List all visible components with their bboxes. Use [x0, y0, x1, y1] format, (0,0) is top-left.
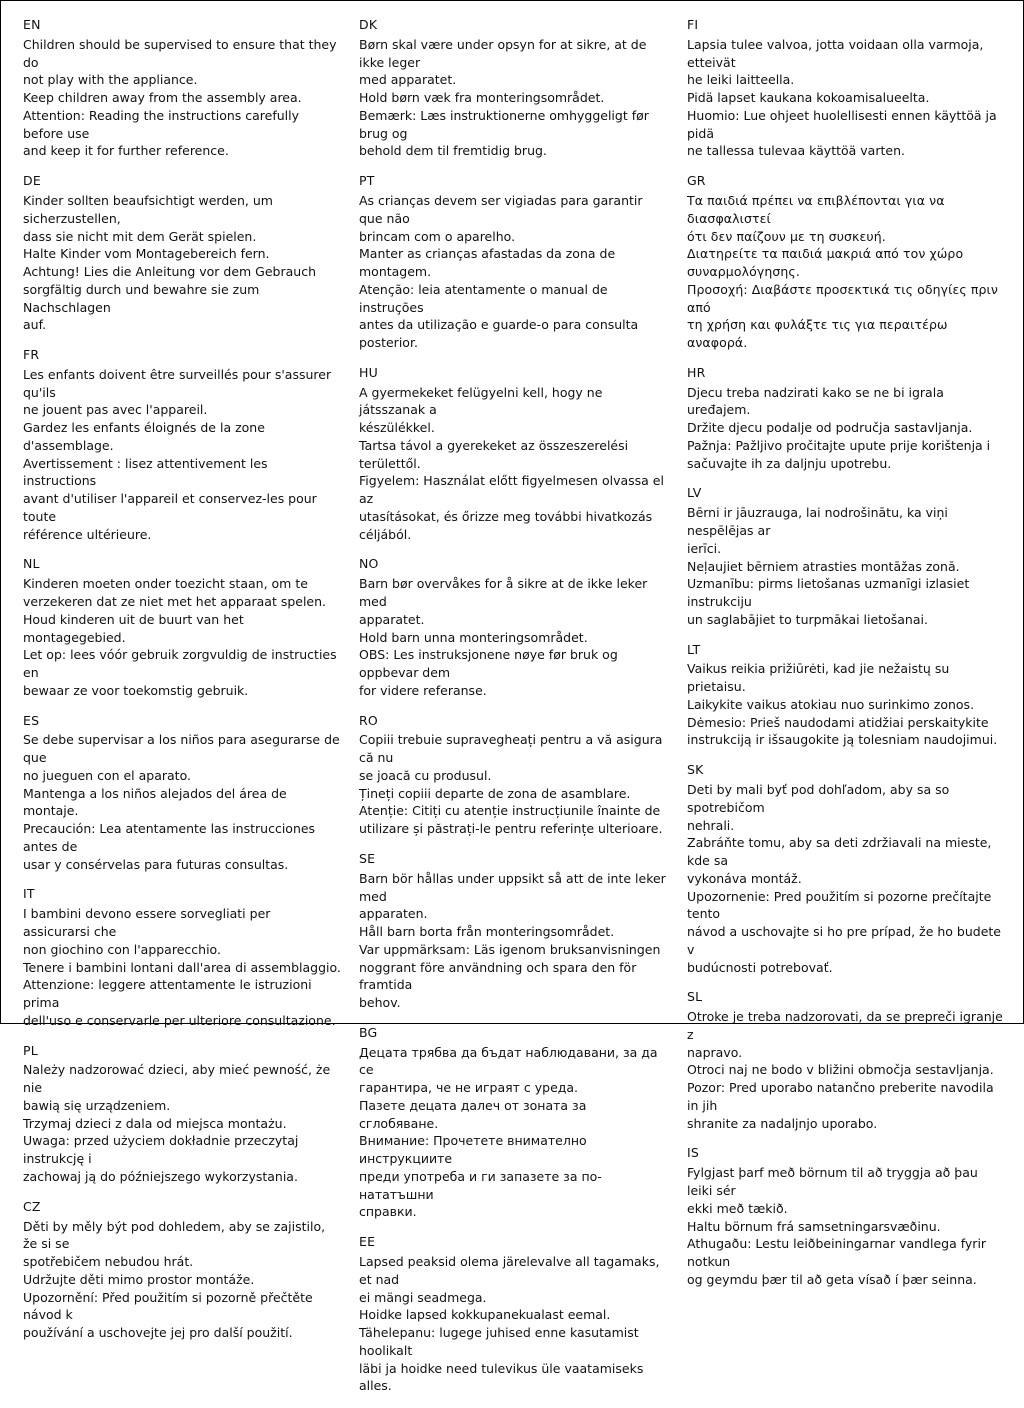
instruction-line: ekki með tækið.	[687, 1200, 788, 1216]
instruction-line: Προσοχή: Διαβάστε προσεκτικά τις οδηγίες πριν από	[687, 281, 998, 315]
instruction-line: Uwaga: przed użyciem dokładnie przeczytaj instrukcję i	[23, 1133, 299, 1167]
instruction-line: Децата трябва да бъдат наблюдавани, за да се	[359, 1044, 658, 1078]
instruction-line: Dėmesio: Prieš naudodami atidžiai perskaitykite	[687, 714, 989, 730]
language-column-3	[687, 17, 1009, 1302]
language-column-2	[359, 17, 687, 1408]
language-block-is	[687, 1145, 1005, 1288]
instruction-line: spotřebičem nebudou hrát.	[23, 1254, 194, 1269]
instruction-line: τη χρήση και φυλάξτε τις για περαιτέρω αναφορά.	[687, 317, 948, 350]
instruction-line: συναρμολόγησης.	[687, 264, 800, 279]
instruction-line: behold dem til fremtidig brug.	[359, 143, 547, 159]
language-code: IS	[687, 1145, 700, 1161]
language-column-1	[23, 17, 359, 1355]
language-block-fr	[23, 347, 341, 543]
instruction-line: ierīci.	[687, 540, 722, 556]
instruction-line: Attenzione: leggere attentamente le istruzioni prima	[23, 977, 312, 1010]
language-code: HR	[687, 364, 706, 380]
instruction-line: Se debe supervisar a los niños para asegurarse de que	[23, 732, 340, 766]
instruction-line: apparaten.	[359, 906, 428, 922]
instruction-line: Athugaðu: Lestu leiðbeiningarnar vandlega fyrir notkun	[687, 1236, 987, 1269]
instruction-line: Atenção: leia atentamente o manual de instruções	[359, 281, 608, 315]
instruction-line: ότι δεν παίζουν με τη συσκευή.	[687, 228, 886, 244]
language-code: GR	[687, 173, 706, 189]
language-block-gr	[687, 173, 1005, 352]
instruction-line: Bērni ir jāuzrauga, lai nodrošinātu, ka viņi nespēlējas ar	[687, 505, 948, 538]
instruction-line: návod a uschovajte si ho pre prípad, že ho budete v	[687, 924, 1001, 957]
instruction-line: Haltu börnum frá samsetningarsvæðinu.	[687, 1218, 941, 1234]
instruction-line: Trzymaj dzieci z dala od miejsca montażu.	[23, 1115, 287, 1131]
language-code: DE	[23, 173, 41, 189]
instruction-line: Avertissement : lisez attentivement les instructions	[23, 455, 268, 489]
language-code: EE	[359, 1234, 376, 1250]
instruction-line: for videre referanse.	[359, 682, 487, 698]
instruction-line: Gardez les enfants éloignés de la zone d'assemblage.	[23, 420, 265, 453]
instruction-line: Kinder sollten beaufsichtigt werden, um sicherzustellen,	[23, 193, 273, 226]
instruction-line: nehrali.	[687, 817, 735, 833]
language-code: FR	[23, 347, 40, 362]
instruction-line: og geymdu þær til að geta vísað í þær seinna.	[687, 1271, 977, 1287]
instruction-line: sorgfältig durch und bewahre sie zum Nachschlagen	[23, 281, 260, 315]
language-code: PL	[23, 1042, 38, 1058]
instruction-line: se joacă cu produsul.	[359, 767, 492, 783]
instruction-line: OBS: Les instruksjonene nøye før bruk og oppbevar dem	[359, 647, 618, 680]
instruction-line: läbi ja hoidke need tulevikus üle vaatamiseks alles.	[359, 1360, 644, 1394]
instruction-line: Kinderen moeten onder toezicht staan, om te	[23, 576, 308, 592]
language-code: SK	[687, 762, 704, 778]
instruction-line: référence ultérieure.	[23, 526, 152, 542]
instruction-line: Halte Kinder vom Montagebereich fern.	[23, 246, 270, 262]
instruction-line: verzekeren dat ze niet met het apparaat spelen.	[23, 594, 327, 609]
instruction-line: Διατηρείτε τα παιδιά μακριά από τον χώρο	[687, 246, 964, 262]
instruction-line: bawią się urządzeniem.	[23, 1097, 171, 1113]
instruction-line: Udržujte děti mimo prostor montáže.	[23, 1271, 255, 1287]
instruction-line: budúcnosti potrebovať.	[687, 959, 833, 975]
instruction-line: Tartsa távol a gyerekeket az összeszerelési területtől.	[359, 437, 629, 471]
instruction-line: Otroci naj ne bodo v bližini območja sestavljanja.	[687, 1062, 994, 1078]
language-block-de	[23, 173, 341, 334]
instruction-line: Neļaujiet bērniem atrasties montāžas zonā.	[687, 558, 960, 574]
instruction-line: ei mängi seadmega.	[359, 1289, 487, 1305]
instruction-line: napravo.	[687, 1044, 743, 1060]
language-code: BG	[359, 1024, 378, 1040]
language-block-bg	[359, 1025, 669, 1221]
instruction-line: utilizare și păstrați-le pentru referințe ulterioare.	[359, 821, 663, 837]
language-block-nl	[23, 556, 341, 699]
language-block-lt	[687, 642, 1005, 750]
language-code: ES	[23, 712, 40, 728]
instruction-line: справки.	[359, 1204, 417, 1220]
language-code: EN	[23, 17, 41, 32]
instruction-line: Laikykite vaikus atokiau nuo surinkimo zonos.	[687, 696, 975, 712]
instruction-line: Pidä lapset kaukana kokoamisalueelta.	[687, 90, 930, 106]
instruction-line: usar y consérvelas para futuras consultas.	[23, 856, 289, 872]
instruction-line: Børn skal være under opsyn for at sikre, at de ikke leger	[359, 36, 647, 70]
language-block-it	[23, 886, 341, 1029]
instruction-line: Țineți copiii departe de zona de asamblare.	[359, 785, 631, 801]
language-code: NO	[359, 556, 379, 572]
instruction-line: Внимание: Прочетете внимателно инструкциите	[359, 1133, 587, 1167]
language-block-ro	[359, 713, 669, 838]
instruction-line: med apparatet.	[359, 72, 457, 88]
instruction-line: Lapsed peaksid olema järelevalve all tagamaks, et nad	[359, 1254, 660, 1287]
instruction-line: Upozornění: Před použitím si pozorně přečtěte návod k	[23, 1289, 313, 1323]
instruction-line: készülékkel.	[359, 420, 435, 436]
instruction-line: Precaución: Lea atentamente las instrucciones antes de	[23, 821, 316, 854]
language-block-es	[23, 713, 341, 874]
instruction-line: ne tallessa tulevaa käyttöä varten.	[687, 143, 905, 159]
instruction-line: Hold børn væk fra monteringsområdet.	[359, 90, 605, 106]
language-code: HU	[359, 364, 378, 380]
instruction-line: Tenere i bambini lontani dall'area di assemblaggio.	[23, 959, 341, 975]
instruction-line: Figyelem: Használat előtt figyelmesen olvassa el az	[359, 473, 664, 507]
language-block-dk	[359, 17, 669, 160]
instruction-line: Children should be supervised to ensure that they do	[23, 36, 337, 70]
language-code: LT	[687, 641, 701, 657]
language-code: DK	[359, 17, 378, 32]
instruction-line: Otroke je treba nadzorovati, da se prepreči igranje z	[687, 1009, 1003, 1042]
language-code: LV	[687, 485, 702, 501]
language-code: PT	[359, 173, 375, 189]
language-block-lv	[687, 485, 1005, 628]
instruction-line: Barn bør overvåkes for å sikre at de ikke leker med	[359, 576, 648, 609]
instruction-line: Hoidke lapsed kokkupanekualast eemal.	[359, 1307, 611, 1323]
instruction-line: A gyermekeket felügyelni kell, hogy ne játsszanak a	[359, 384, 603, 418]
instruction-line: Hold barn unna monteringsområdet.	[359, 629, 588, 645]
instruction-line: Zabráňte tomu, aby sa deti zdržiavali na mieste, kde sa	[687, 835, 992, 868]
instruction-line: no jueguen con el aparato.	[23, 767, 191, 783]
instruction-line: Należy nadzorować dzieci, aby mieć pewność, że nie	[23, 1062, 331, 1096]
language-code: NL	[23, 556, 40, 572]
instruction-line: dell'uso e conservarle per ulteriore consultazione.	[23, 1012, 336, 1028]
language-code: SL	[687, 989, 703, 1005]
language-code: SE	[359, 850, 376, 866]
instruction-line: Håll barn borta från monteringsområdet.	[359, 924, 615, 939]
instruction-line: behov.	[359, 995, 401, 1010]
instruction-line: instrukciją ir išsaugokite ją tolesniam naudojimui.	[687, 732, 998, 748]
instruction-line: Let op: lees vóór gebruik zorgvuldig de instructies en	[23, 647, 337, 680]
instruction-line: Τα παιδιά πρέπει να επιβλέπονται για να διασφαλιστεί	[687, 193, 945, 226]
instruction-line: Huomio: Lue ohjeet huolellisesti ennen käyttöä ja pidä	[687, 107, 997, 141]
instruction-line: Pažnja: Pažljivo pročitajte upute prije korištenja i	[687, 437, 991, 453]
instruction-line: Manter as crianças afastadas da zona de montagem.	[359, 246, 616, 279]
instruction-line: zachowaj ją do późniejszego wykorzystania.	[23, 1168, 298, 1184]
instruction-line: Uzmanību: pirms lietošanas uzmanīgi izlasiet instrukciju	[687, 576, 970, 609]
instruction-line: Fylgjast þarf með börnum til að tryggja að þau leiki sér	[687, 1165, 978, 1198]
instruction-line: apparatet.	[359, 611, 425, 627]
instruction-line: and keep it for further reference.	[23, 143, 229, 159]
language-code: IT	[23, 886, 35, 902]
language-block-cz	[23, 1199, 341, 1342]
instruction-line: Djecu treba nadzirati kako se ne bi igrala uređajem.	[687, 384, 944, 418]
instruction-line: Děti by měly být pod dohledem, aby se zajistilo, že si se	[23, 1218, 326, 1252]
instruction-line: non giochino con l'apparecchio.	[23, 941, 221, 957]
instruction-line: Houd kinderen uit de buurt van het montagegebied.	[23, 611, 244, 645]
instruction-line: гарантира, че не играят с уреда.	[359, 1080, 579, 1096]
language-code: CZ	[23, 1198, 41, 1214]
instruction-line: Tähelepanu: lugege juhised enne kasutamist hoolikalt	[359, 1325, 639, 1358]
instruction-line: bewaar ze voor toekomstig gebruik.	[23, 682, 249, 698]
language-block-sl	[687, 989, 1005, 1132]
language-code: FI	[687, 17, 699, 32]
instruction-line: Copiii trebuie supravegheați pentru a vă asigura că nu	[359, 732, 663, 766]
instruction-line: Var uppmärksam: Läs igenom bruksanvisningen	[359, 941, 661, 957]
instruction-line: Mantenga a los niños alejados del área de montaje.	[23, 785, 287, 819]
instruction-line: Bemærk: Læs instruktionerne omhyggeligt før brug og	[359, 107, 649, 141]
instruction-line: Deti by mali byť pod dohľadom, aby sa so spotrebičom	[687, 782, 950, 815]
instruction-line: Achtung! Lies die Anleitung vor dem Gebrauch	[23, 264, 316, 279]
language-block-en	[23, 17, 341, 160]
instruction-line: Attention: Reading the instructions carefully before use	[23, 107, 300, 141]
instruction-line: Les enfants doivent être surveillés pour s'assurer qu'ils	[23, 366, 332, 400]
language-block-pt	[359, 173, 669, 352]
instruction-line: Upozornenie: Pred použitím si pozorne prečítajte tento	[687, 888, 992, 922]
language-block-hr	[687, 365, 1005, 473]
language-block-fi	[687, 17, 1005, 160]
language-block-hu	[359, 365, 669, 544]
instruction-line: sačuvajte ih za daljnju upotrebu.	[687, 455, 892, 471]
instruction-line: utasításokat, és őrizze meg további hivatkozás céljából.	[359, 508, 653, 542]
instruction-line: преди употреба и ги запазете за по-нататъшни	[359, 1168, 602, 1202]
language-block-no	[359, 556, 669, 699]
instruction-line: not play with the appliance.	[23, 72, 198, 88]
instruction-line: he leiki laitteella.	[687, 72, 795, 88]
instruction-line: noggrant före användning och spara den för framtida	[359, 959, 637, 993]
instruction-line: avant d'utiliser l'appareil et conservez-les pour toute	[23, 491, 317, 524]
instruction-line: shranite za nadaljnjo uporabo.	[687, 1115, 878, 1131]
instruction-line: auf.	[23, 317, 47, 333]
instruction-line: dass sie nicht mit dem Gerät spielen.	[23, 228, 257, 244]
columns-container	[23, 17, 1009, 1394]
instruction-line: ne jouent pas avec l'appareil.	[23, 402, 208, 418]
instruction-line: Пазете децата далеч от зоната за сглобяване.	[359, 1097, 587, 1131]
instruction-line: Vaikus reikia prižiūrėti, kad jie nežaistų su prietaisu.	[687, 661, 950, 695]
instruction-line: Atenție: Citiți cu atenție instrucțiunile înainte de	[359, 803, 661, 819]
instruction-line: I bambini devono essere sorvegliati per assicurarsi che	[23, 906, 271, 939]
language-code: RO	[359, 712, 378, 728]
language-block-pl	[23, 1043, 341, 1186]
instruction-line: brincam com o aparelho.	[359, 228, 516, 244]
language-block-ee	[359, 1234, 669, 1395]
instruction-line: Keep children away from the assembly area.	[23, 90, 302, 106]
instruction-line: Lapsia tulee valvoa, jotta voidaan olla varmoja, etteivät	[687, 36, 984, 70]
language-block-se	[359, 851, 669, 1012]
instruction-line: As crianças devem ser vigiadas para garantir que não	[359, 193, 643, 226]
instruction-line: Barn bör hållas under uppsikt så att de inte leker med	[359, 870, 666, 904]
instruction-line: vykonáva montáž.	[687, 870, 802, 886]
instruction-line: Držite djecu podalje od područja sastavljanja.	[687, 420, 973, 436]
instruction-line: antes da utilização e guarde-o para consulta posterior.	[359, 317, 639, 350]
instruction-line: používání a uschovejte jej pro další použití.	[23, 1325, 293, 1340]
instruction-line: Pozor: Pred uporabo natančno preberite navodila in jih	[687, 1080, 994, 1113]
language-block-sk	[687, 762, 1005, 976]
instruction-line: un saglabājiet to turpmākai lietošanai.	[687, 611, 928, 627]
